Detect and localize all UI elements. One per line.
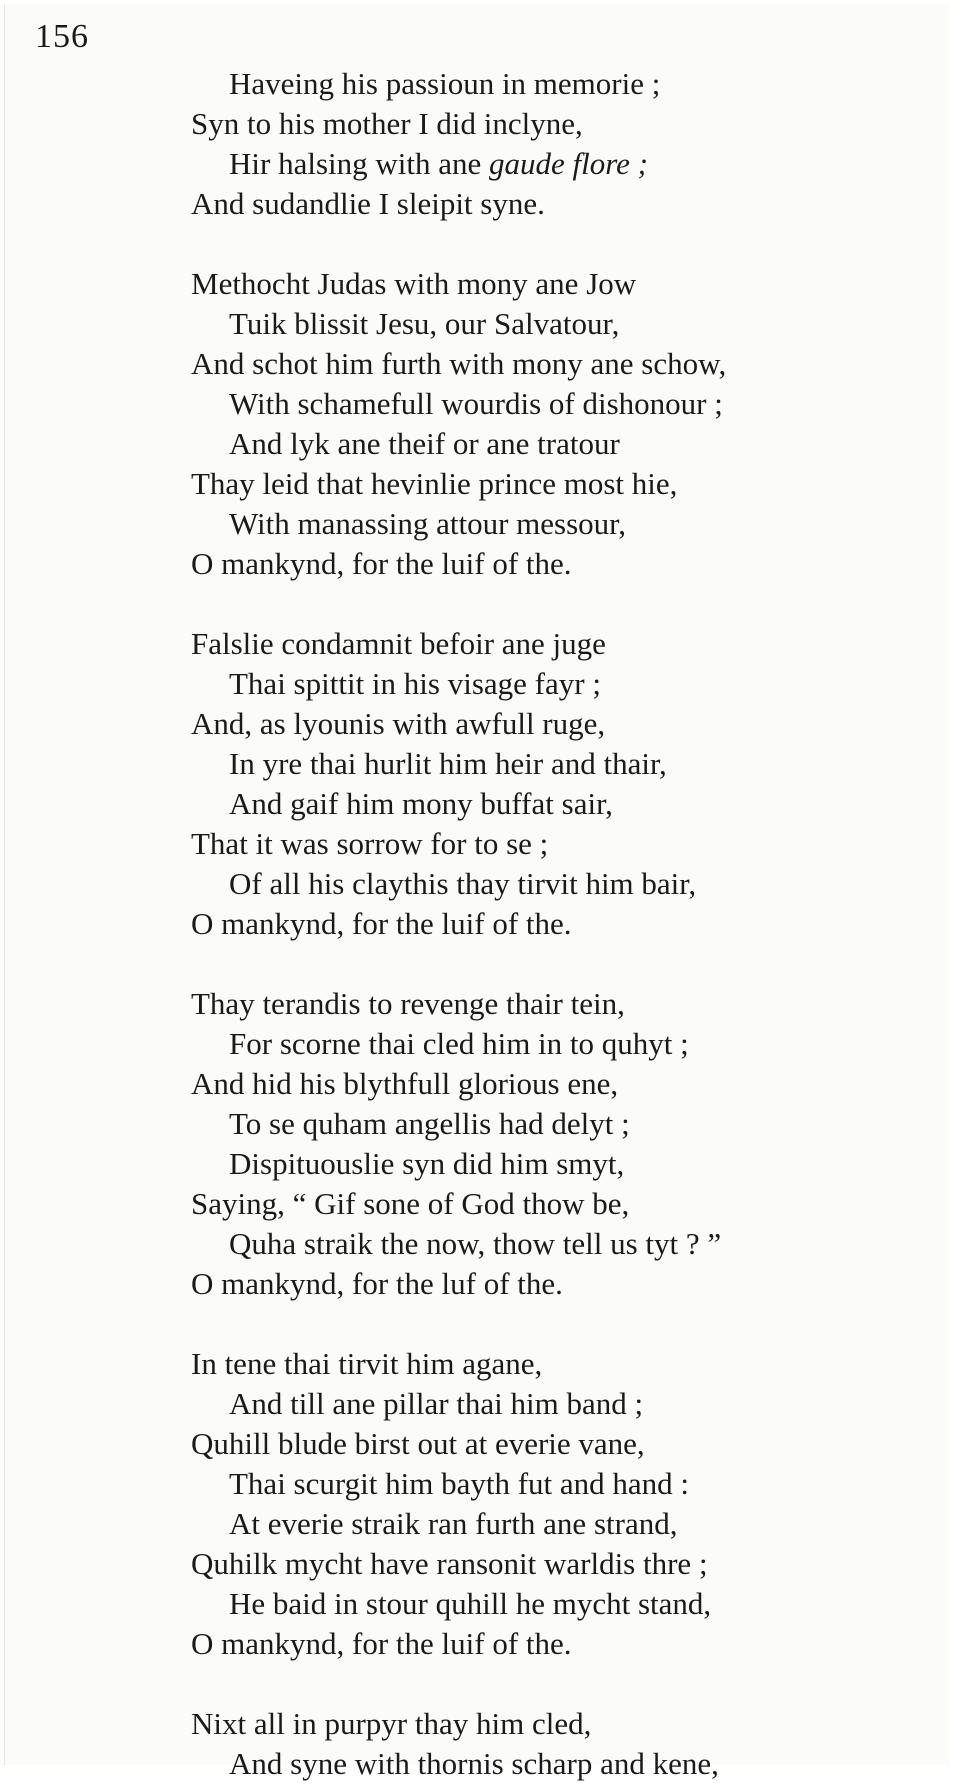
poem-line: Thai scurgit him bayth fut and hand : bbox=[229, 1466, 690, 1501]
stanza bbox=[191, 1344, 911, 1664]
poem-line: Thai spittit in his visage fayr ; bbox=[229, 666, 601, 701]
stanza-gap bbox=[191, 224, 911, 264]
poem-line: That it was sorrow for to se ; bbox=[191, 826, 549, 861]
poem-line: To se quham angellis had delyt ; bbox=[229, 1106, 630, 1141]
poem-line: Haveing his passioun in memorie ; bbox=[229, 66, 661, 101]
poem-line: For scorne thai cled him in to quhyt ; bbox=[229, 1026, 689, 1061]
stanza-gap bbox=[191, 584, 911, 624]
poem-line: Of all his claythis thay tirvit him bair, bbox=[229, 866, 697, 901]
poem-line: He baid in stour quhill he mycht stand, bbox=[229, 1586, 712, 1621]
poem-line: Thay leid that hevinlie prince most hie, bbox=[191, 466, 678, 501]
poem-line: O mankynd, for the luif of the. bbox=[191, 546, 572, 581]
poem-line: Syn to his mother I did inclyne, bbox=[191, 106, 583, 141]
poem-line: Quhill blude birst out at everie vane, bbox=[191, 1426, 645, 1461]
poem-line bbox=[191, 144, 911, 184]
poem-line: Nixt all in purpyr thay him cled, bbox=[191, 1706, 592, 1741]
page-number: 156 bbox=[35, 18, 89, 55]
poem-line-text: Hir halsing with ane bbox=[229, 146, 490, 181]
poem-line: In tene thai tirvit him agane, bbox=[191, 1346, 543, 1381]
poem-line-italic-text: gaude flore ; bbox=[489, 146, 648, 181]
poem-line: And till ane pillar thai him band ; bbox=[229, 1386, 644, 1421]
poem-line: And lyk ane theif or ane tratour bbox=[229, 426, 620, 461]
poem-line: Quhilk mycht have ransonit warldis thre ; bbox=[191, 1546, 708, 1581]
poem-line: And sudandlie I sleipit syne. bbox=[191, 186, 545, 221]
book-page bbox=[4, 4, 949, 1781]
poem-line: With manassing attour messour, bbox=[229, 506, 627, 541]
poem-line: Saying, “ Gif sone of God thow be, bbox=[191, 1186, 630, 1221]
poem-line: Dispituouslie syn did him smyt, bbox=[229, 1146, 625, 1181]
poem-line: And gaif him mony buffat sair, bbox=[229, 786, 613, 821]
poem-line: At everie straik ran furth ane strand, bbox=[229, 1506, 678, 1541]
poem-line: Thay terandis to revenge thair tein, bbox=[191, 986, 625, 1021]
poem bbox=[191, 64, 911, 1784]
poem-line: With schamefull wourdis of dishonour ; bbox=[229, 386, 723, 421]
poem-line: And schot him furth with mony ane schow, bbox=[191, 346, 727, 381]
poem-line: O mankynd, for the luif of the. bbox=[191, 1626, 572, 1661]
stanza-gap bbox=[191, 1304, 911, 1344]
stanza bbox=[191, 984, 911, 1304]
poem-line: And, as lyounis with awfull ruge, bbox=[191, 706, 606, 741]
stanza-gap bbox=[191, 1664, 911, 1704]
poem-line: O mankynd, for the luf of the. bbox=[191, 1266, 563, 1301]
poem-line: And syne with thornis scharp and kene, bbox=[229, 1746, 719, 1781]
poem-line: Tuik blissit Jesu, our Salvatour, bbox=[229, 306, 620, 341]
stanza bbox=[191, 264, 911, 584]
poem-line: Quha straik the now, thow tell us tyt ? ” bbox=[229, 1226, 722, 1261]
poem-line: Falslie condamnit befoir ane juge bbox=[191, 626, 606, 661]
stanza bbox=[191, 1704, 911, 1784]
poem-line: In yre thai hurlit him heir and thair, bbox=[229, 746, 667, 781]
poem-line: Methocht Judas with mony ane Jow bbox=[191, 266, 637, 301]
poem-line: O mankynd, for the luif of the. bbox=[191, 906, 572, 941]
poem-line: And hid his blythfull glorious ene, bbox=[191, 1066, 619, 1101]
stanza-gap bbox=[191, 944, 911, 984]
stanza bbox=[191, 624, 911, 944]
stanza bbox=[191, 64, 911, 224]
